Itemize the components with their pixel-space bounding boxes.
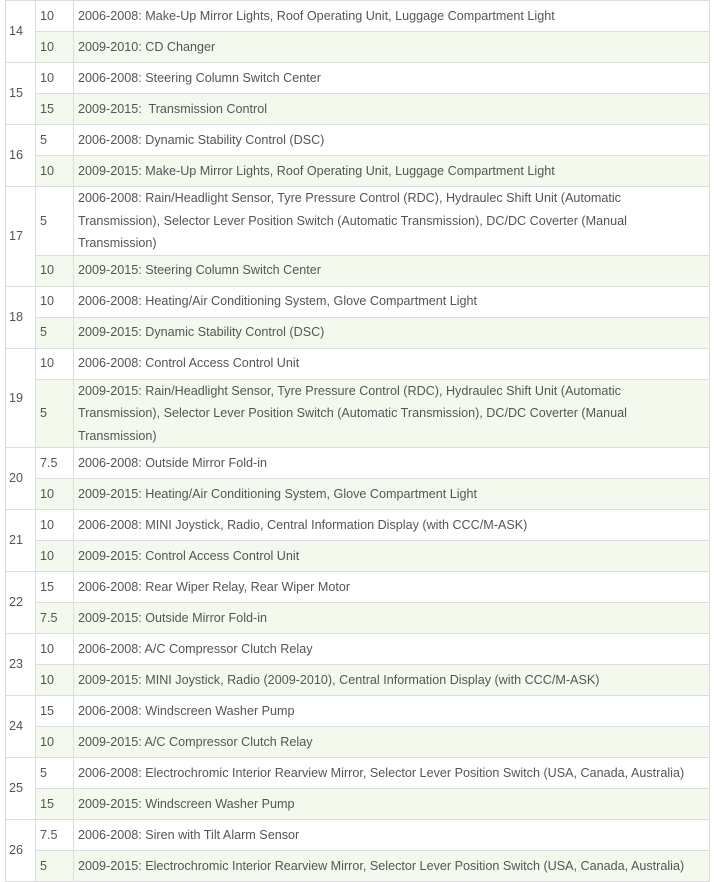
fuse-number: 19: [6, 348, 36, 448]
fuse-description: 2009-2015: Make-Up Mirror Lights, Roof Operating Unit, Luggage Compartment Light: [74, 156, 710, 187]
table-row: [6, 479, 710, 510]
table-row: [6, 1, 710, 32]
amp-rating: 5: [36, 187, 74, 256]
amp-rating: 7.5: [36, 603, 74, 634]
fuse-description: 2009-2015: Outside Mirror Fold-in: [74, 603, 710, 634]
table-row: [6, 727, 710, 758]
amp-rating: 15: [36, 572, 74, 603]
fuse-description: 2006-2008: Windscreen Washer Pump: [74, 696, 710, 727]
table-row: [6, 187, 710, 256]
table-row: [6, 851, 710, 882]
fuse-description: 2009-2015: Steering Column Switch Center: [74, 255, 710, 286]
fuse-number: 21: [6, 510, 36, 572]
amp-rating: 15: [36, 94, 74, 125]
amp-rating: 10: [36, 665, 74, 696]
table-row: [6, 125, 710, 156]
fuse-description: 2006-2008: Make-Up Mirror Lights, Roof Operating Unit, Luggage Compartment Light: [74, 1, 710, 32]
fuse-description: 2006-2008: Outside Mirror Fold-in: [74, 448, 710, 479]
amp-rating: 10: [36, 156, 74, 187]
table-row: [6, 379, 710, 448]
amp-rating: 15: [36, 696, 74, 727]
amp-rating: 15: [36, 789, 74, 820]
fuse-description: 2009-2015: Rain/Headlight Sensor, Tyre Pressure Control (RDC), Hydraulec Shift Unit (Automatic Transmission), Selector Lever Position Switch (Automatic Transmission), DC/DC Coverter (Manual Transmission): [74, 379, 710, 448]
fuse-number: 22: [6, 572, 36, 634]
fuse-description: 2009-2015: MINI Joystick, Radio (2009-2010), Central Information Display (with CCC/M-ASK): [74, 665, 710, 696]
amp-rating: 10: [36, 255, 74, 286]
fuse-description: 2006-2008: Control Access Control Unit: [74, 348, 710, 379]
table-row: [6, 32, 710, 63]
fuse-number: 23: [6, 634, 36, 696]
amp-rating: 10: [36, 32, 74, 63]
table-row: [6, 789, 710, 820]
fuse-number: 24: [6, 696, 36, 758]
fuse-table: [5, 0, 710, 882]
fuse-number: 20: [6, 448, 36, 510]
table-row: [6, 348, 710, 379]
amp-rating: 10: [36, 348, 74, 379]
amp-rating: 5: [36, 758, 74, 789]
fuse-number: 25: [6, 758, 36, 820]
amp-rating: 10: [36, 286, 74, 317]
fuse-description: 2006-2008: Steering Column Switch Center: [74, 63, 710, 94]
amp-rating: 10: [36, 510, 74, 541]
fuse-number: 15: [6, 63, 36, 125]
table-row: [6, 448, 710, 479]
amp-rating: 7.5: [36, 448, 74, 479]
fuse-description: 2009-2010: CD Changer: [74, 32, 710, 63]
fuse-description: 2009-2015: A/C Compressor Clutch Relay: [74, 727, 710, 758]
fuse-description: 2006-2008: Rain/Headlight Sensor, Tyre Pressure Control (RDC), Hydraulec Shift Unit (Automatic Transmission), Selector Lever Position Switch (Automatic Transmission), DC/DC Coverter (Manual Transmission): [74, 187, 710, 256]
fuse-number: 18: [6, 286, 36, 348]
amp-rating: 10: [36, 541, 74, 572]
fuse-description: 2009-2015: Heating/Air Conditioning System, Glove Compartment Light: [74, 479, 710, 510]
fuse-number: 17: [6, 187, 36, 287]
amp-rating: 7.5: [36, 820, 74, 851]
amp-rating: 5: [36, 125, 74, 156]
fuse-description: 2006-2008: Heating/Air Conditioning System, Glove Compartment Light: [74, 286, 710, 317]
fuse-description: 2006-2008: Siren with Tilt Alarm Sensor: [74, 820, 710, 851]
table-row: [6, 94, 710, 125]
fuse-number: 16: [6, 125, 36, 187]
fuse-table-body: [6, 1, 710, 882]
table-row: [6, 820, 710, 851]
fuse-description: 2006-2008: Electrochromic Interior Rearview Mirror, Selector Lever Position Switch (USA, Canada, Australia): [74, 758, 710, 789]
table-row: [6, 696, 710, 727]
table-row: [6, 510, 710, 541]
table-row: [6, 286, 710, 317]
fuse-description: 2006-2008: MINI Joystick, Radio, Central Information Display (with CCC/M-ASK): [74, 510, 710, 541]
table-row: [6, 758, 710, 789]
fuse-description: 2006-2008: Rear Wiper Relay, Rear Wiper Motor: [74, 572, 710, 603]
fuse-description: 2009-2015: Transmission Control: [74, 94, 710, 125]
fuse-description: 2009-2015: Electrochromic Interior Rearview Mirror, Selector Lever Position Switch (USA, Canada, Australia): [74, 851, 710, 882]
amp-rating: 5: [36, 317, 74, 348]
amp-rating: 10: [36, 727, 74, 758]
fuse-description: 2006-2008: Dynamic Stability Control (DSC): [74, 125, 710, 156]
amp-rating: 10: [36, 479, 74, 510]
fuse-description: 2009-2015: Windscreen Washer Pump: [74, 789, 710, 820]
amp-rating: 5: [36, 379, 74, 448]
fuse-number: 26: [6, 820, 36, 882]
fuse-description: 2009-2015: Dynamic Stability Control (DSC): [74, 317, 710, 348]
table-row: [6, 634, 710, 665]
table-row: [6, 317, 710, 348]
fuse-description: 2009-2015: Control Access Control Unit: [74, 541, 710, 572]
fuse-description: 2006-2008: A/C Compressor Clutch Relay: [74, 634, 710, 665]
amp-rating: 10: [36, 1, 74, 32]
table-row: [6, 665, 710, 696]
table-row: [6, 572, 710, 603]
fuse-number: 14: [6, 1, 36, 63]
table-row: [6, 541, 710, 572]
amp-rating: 10: [36, 63, 74, 94]
table-row: [6, 603, 710, 634]
amp-rating: 10: [36, 634, 74, 665]
table-row: [6, 255, 710, 286]
table-row: [6, 156, 710, 187]
amp-rating: 5: [36, 851, 74, 882]
table-row: [6, 63, 710, 94]
